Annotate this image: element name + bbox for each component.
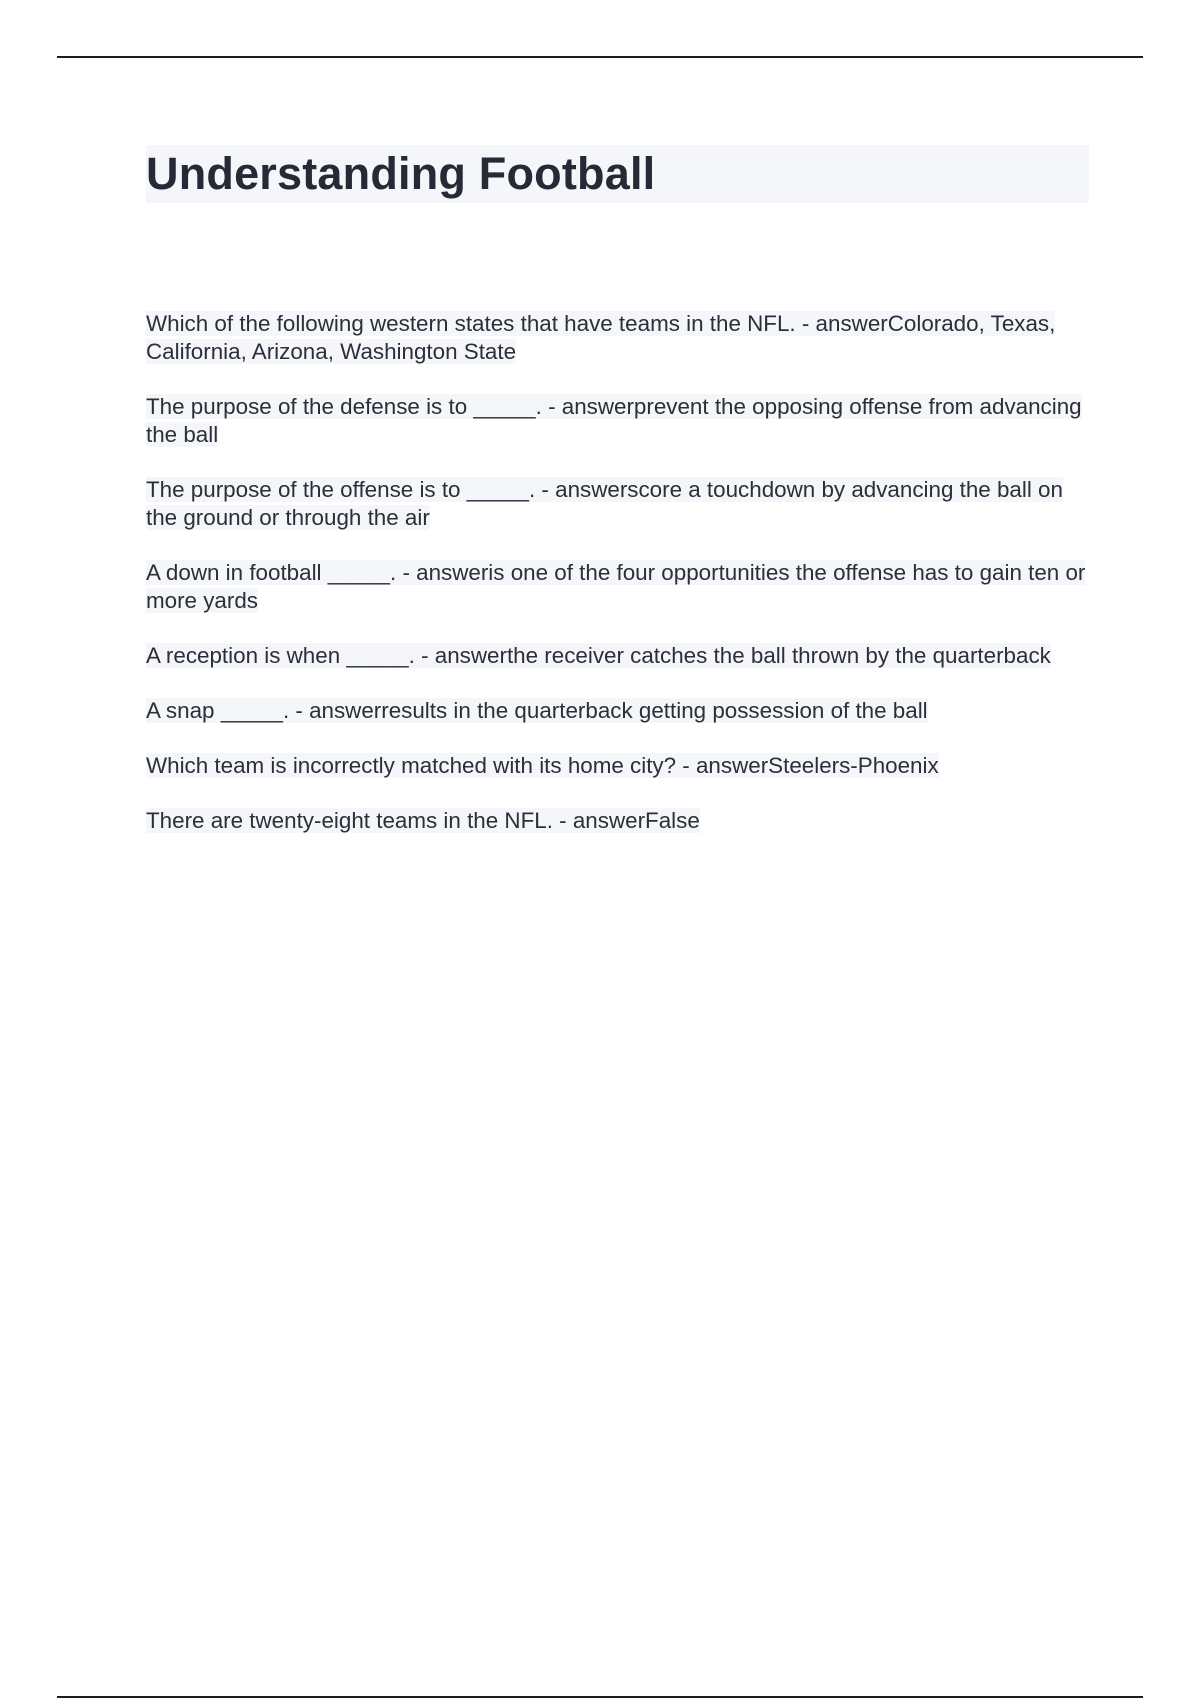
qa-list xyxy=(146,310,1091,862)
qa-item-text: A snap _____. - answerresults in the quarterback getting possession of the ball xyxy=(146,698,928,723)
qa-item xyxy=(146,559,1091,615)
qa-item-text: The purpose of the offense is to _____. - answerscore a touchdown by advancing the ball on the ground or through the air xyxy=(146,477,1063,530)
qa-item-text: Which of the following western states that have teams in the NFL. - answerColorado, Texas, California, Arizona, Washington State xyxy=(146,311,1056,364)
qa-item xyxy=(146,752,1091,780)
qa-item xyxy=(146,393,1091,449)
qa-item-text: A reception is when _____. - answerthe receiver catches the ball thrown by the quarterback xyxy=(146,643,1051,668)
bottom-divider xyxy=(57,1696,1143,1698)
document-title: Understanding Football xyxy=(146,148,656,199)
qa-item-text: There are twenty-eight teams in the NFL. - answerFalse xyxy=(146,808,700,833)
top-divider xyxy=(57,56,1143,58)
qa-item xyxy=(146,697,1091,725)
qa-item-text: Which team is incorrectly matched with its home city? - answerSteelers-Phoenix xyxy=(146,753,939,778)
qa-item xyxy=(146,310,1091,366)
qa-item xyxy=(146,642,1091,670)
qa-item xyxy=(146,476,1091,532)
qa-item-text: A down in football _____. - answeris one of the four opportunities the offense has to gain ten or more yards xyxy=(146,560,1086,613)
qa-item xyxy=(146,807,1091,835)
title-block xyxy=(146,145,1089,203)
qa-item-text: The purpose of the defense is to _____. - answerprevent the opposing offense from advancing the ball xyxy=(146,394,1082,447)
